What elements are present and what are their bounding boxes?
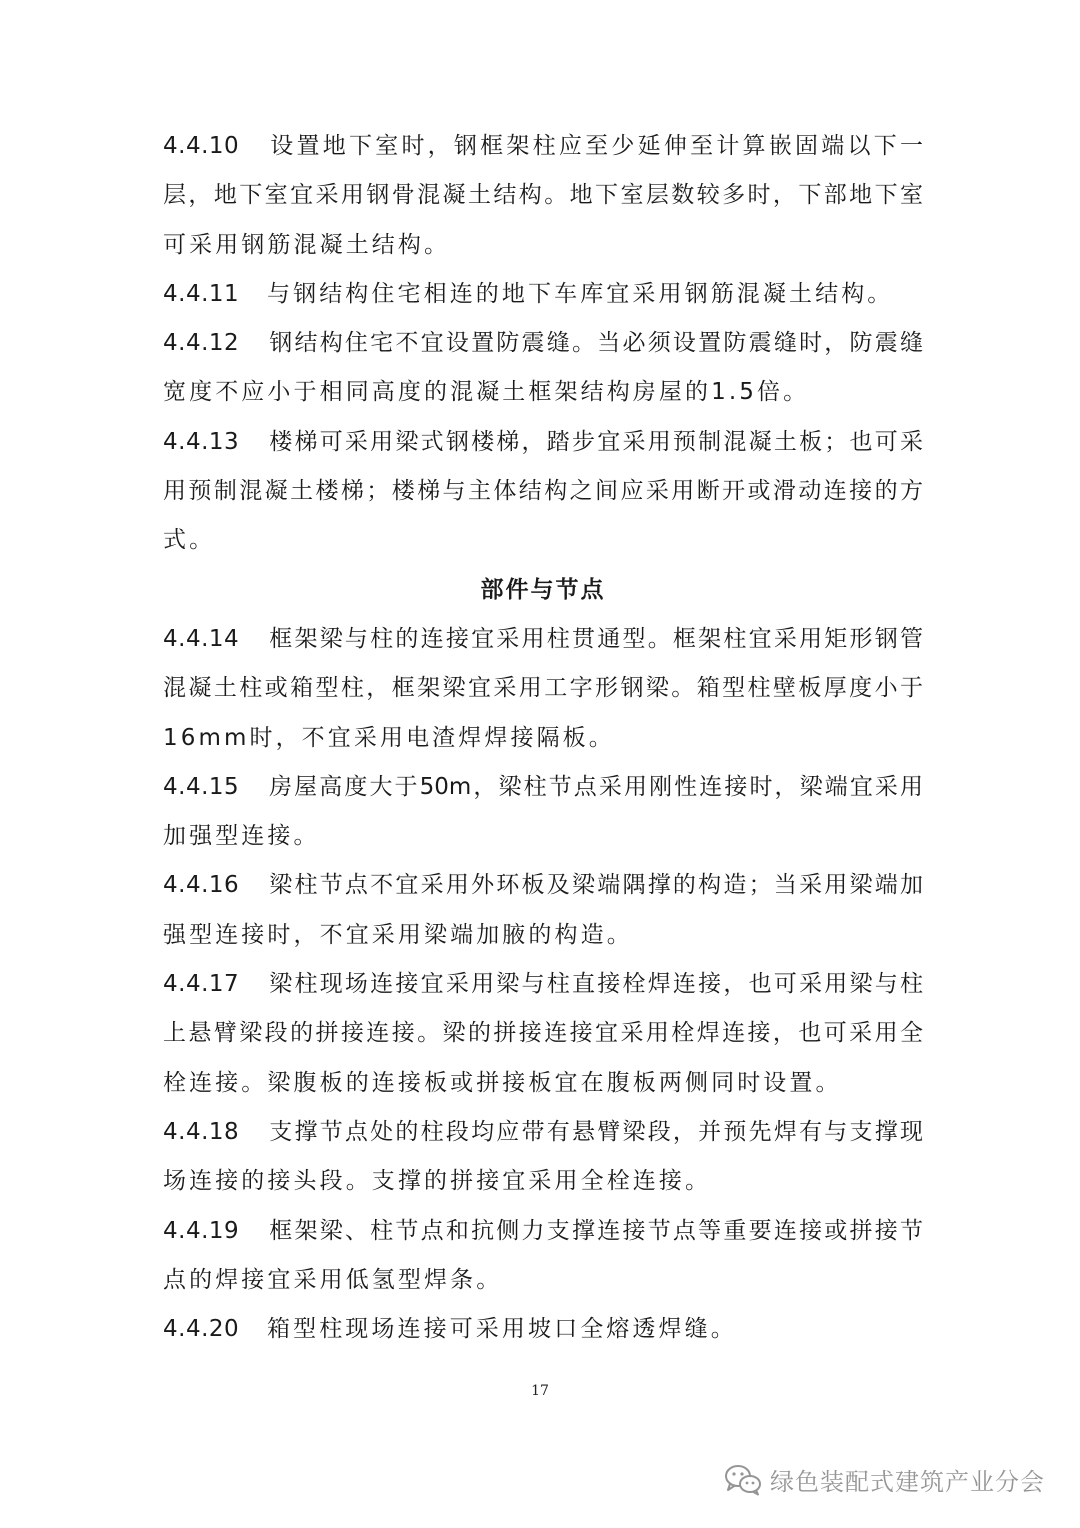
clause-text: 设置地下室时，钢框架柱应至少延伸至计算嵌固端以下一 (267, 133, 923, 159)
clause-number: 4.4.17 (163, 971, 240, 998)
clause-number: 4.4.13 (163, 428, 240, 455)
text-line: 点的焊接宜采用低氢型焊条。 (163, 1266, 503, 1293)
clause-text: 楼梯可采用梁式钢楼梯，踏步宜采用预制混凝土板；也可采 (267, 428, 923, 455)
text-line: 可采用钢筋混凝土结构。 (163, 231, 451, 258)
clause-text: 房屋高度大于50m，梁柱节点采用刚性连接时，梁端宜采用 (267, 773, 923, 800)
text-line: 上悬臂梁段的拼接连接。梁的拼接连接宜采用栓焊连接，也可采用全 (163, 1020, 923, 1047)
text-line: 场连接的接头段。支撑的拼接宜采用全栓连接。 (163, 1168, 712, 1195)
text-line: 加强型连接。 (163, 823, 320, 850)
clause-number: 4.4.12 (163, 330, 240, 357)
clause-text: 框架梁与柱的连接宜采用柱贯通型。框架柱宜采用矩形钢管 (267, 625, 923, 652)
clause-number: 4.4.20 (163, 1316, 240, 1343)
clause-text: 与钢结构住宅相连的地下车库宜采用钢筋混凝土结构。 (267, 280, 894, 307)
clause-text: 框架梁、柱节点和抗侧力支撑连接节点等重要连接或拼接节 (267, 1217, 923, 1244)
section-heading: 部件与节点 (480, 576, 606, 603)
text-line: 用预制混凝土楼梯；楼梯与主体结构之间应采用断开或滑动连接的方 (163, 478, 923, 505)
text-line: 栓连接。梁腹板的连接板或拼接板宜在腹板两侧同时设置。 (163, 1069, 842, 1096)
text-line: 强型连接时，不宜采用梁端加腋的构造。 (163, 921, 633, 948)
clause-text: 箱型柱现场连接可采用坡口全熔透焊缝。 (267, 1316, 737, 1343)
clause-number: 4.4.11 (163, 280, 240, 307)
clause-number: 4.4.10 (163, 133, 240, 159)
text-line: 层，地下室宜采用钢骨混凝土结构。地下室层数较多时，下部地下室 (163, 182, 923, 209)
watermark-text: 绿色装配式建筑产业分会 (770, 1468, 1045, 1496)
clause-text: 钢结构住宅不宜设置防震缝。当必须设置防震缝时，防震缝 (267, 330, 923, 357)
clause-number: 4.4.16 (163, 872, 240, 899)
clause-4-4-14 (163, 615, 923, 664)
text-line: 宽度不应小于相同高度的混凝土框架结构房屋的1.5倍。 (163, 379, 810, 406)
clause-text: 梁柱节点不宜采用外环板及梁端隅撑的构造；当采用梁端加 (267, 872, 923, 899)
clause-text: 支撑节点处的柱段均应带有悬臂梁段，并预先焊有与支撑现 (267, 1118, 923, 1145)
clause-4-4-17 (163, 960, 923, 1009)
clause-number: 4.4.19 (163, 1217, 240, 1244)
clause-4-4-19 (163, 1207, 923, 1256)
clause-number: 4.4.15 (163, 773, 240, 800)
text-line: 式。 (163, 527, 216, 554)
clause-4-4-15 (163, 763, 923, 812)
document-body (163, 122, 923, 1354)
wechat-icon (724, 1464, 762, 1496)
clause-text: 梁柱现场连接宜采用梁与柱直接栓焊连接，也可采用梁与柱 (267, 971, 923, 998)
clause-4-4-11 (163, 270, 923, 319)
clause-4-4-10 (163, 122, 923, 171)
text-line: 16mm时，不宜采用电渣焊焊接隔板。 (163, 724, 615, 751)
clause-4-4-12 (163, 319, 923, 368)
page-number: 17 (531, 1383, 549, 1399)
clause-number: 4.4.14 (163, 625, 240, 652)
clause-4-4-20 (163, 1305, 923, 1354)
wechat-watermark (724, 1462, 1045, 1497)
clause-4-4-18 (163, 1108, 923, 1157)
clause-number: 4.4.18 (163, 1118, 240, 1145)
text-line: 混凝土柱或箱型柱，框架梁宜采用工字形钢梁。箱型柱壁板厚度小于 (163, 675, 923, 702)
clause-4-4-13 (163, 418, 923, 467)
clause-4-4-16 (163, 861, 923, 910)
